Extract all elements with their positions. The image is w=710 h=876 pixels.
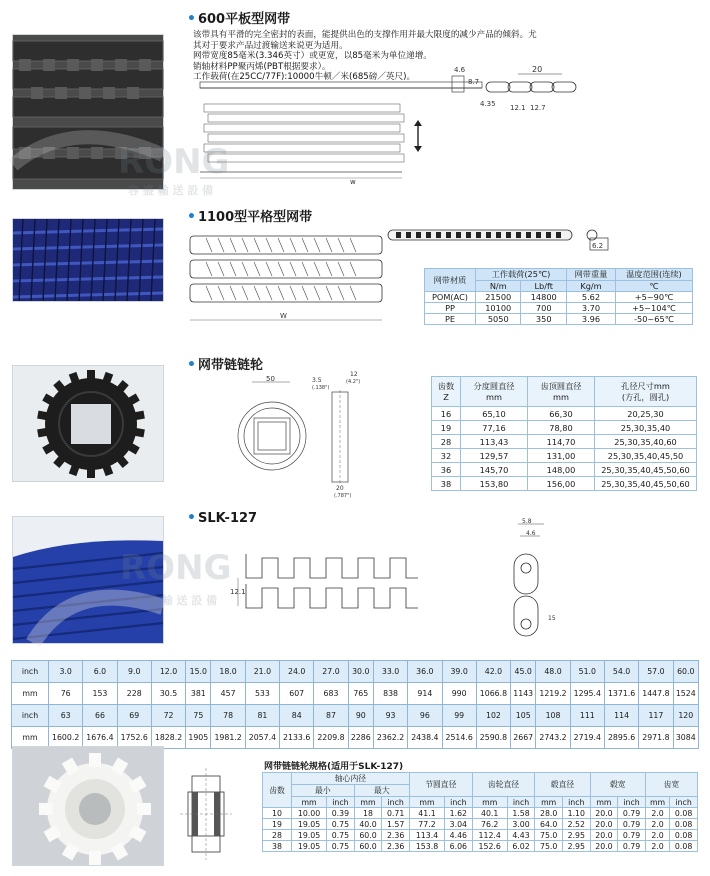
desc-line: 销轴材料PP聚丙烯(PBT根据要求）。: [193, 61, 331, 72]
table-cell: 2590.8: [476, 727, 510, 749]
sprocket-section-drawing: [178, 766, 234, 862]
table-cell: 19: [263, 819, 292, 830]
table-cell: 1066.8: [476, 683, 510, 705]
desc-line: 该带具有平滑的完全密封的表面，能提供出色的支撑作用并最大限度的减少产品的倾斜。尤: [193, 30, 537, 40]
table-cell: 0.75: [327, 830, 355, 841]
unit-cell: N/m: [476, 281, 521, 292]
table-cell: 2362.2: [373, 727, 407, 749]
table-cell: 2.36: [382, 830, 410, 841]
table-cell: 25,30,35,40,45,50: [595, 449, 697, 463]
white-sprocket-photo: [12, 746, 164, 866]
dim-label: (.787"): [334, 493, 352, 499]
table-row: [12, 705, 699, 727]
table-cell: 2.0: [645, 830, 669, 841]
table-cell: 14800: [521, 292, 567, 303]
table-cell: 3.00: [507, 819, 535, 830]
table-cell: 102: [476, 705, 510, 727]
table-cell: 75: [186, 705, 211, 727]
table-row: [425, 292, 693, 303]
unit-cell: mm: [472, 797, 507, 808]
dim-label: 12.7: [530, 104, 546, 112]
table-cell: 0.79: [618, 830, 646, 841]
table-cell: 1600.2: [49, 727, 83, 749]
table-cell: 40.1: [472, 808, 507, 819]
unit-cell: inch: [382, 797, 410, 808]
unit-cell: mm: [645, 797, 669, 808]
table-cell: 0.08: [670, 830, 698, 841]
dim-label: (.138"): [312, 385, 330, 391]
table-cell: 1905: [186, 727, 211, 749]
table-cell: 75.0: [535, 841, 563, 852]
table-cell: 152.6: [472, 841, 507, 852]
dim-label: 20: [336, 485, 344, 492]
table-cell: 457: [211, 683, 245, 705]
table-cell: 77,16: [461, 421, 528, 435]
table-cell: 683: [314, 683, 348, 705]
table-header: 分度圆直径 mm: [461, 377, 528, 407]
table-cell: 25,30,35,40: [595, 421, 697, 435]
dim-label: (4.2"): [346, 379, 361, 385]
table-row: [432, 449, 697, 463]
table-cell: 10: [263, 808, 292, 819]
table-cell: 156,00: [528, 477, 595, 491]
table-row: [425, 303, 693, 314]
section2-title-text: 1100型平格型网带: [197, 210, 313, 225]
unit-cell: ℃: [616, 281, 693, 292]
table-cell: 114,70: [528, 435, 595, 449]
table-cell: 66: [83, 705, 117, 727]
table-cell: 42.0: [476, 661, 510, 683]
watermark-cn: 容 盛 輸 送 設 備: [132, 594, 218, 607]
table-cell: 2.0: [645, 819, 669, 830]
table-cell: 2.0: [645, 841, 669, 852]
section2-title: [187, 206, 312, 225]
bullet-icon: •: [187, 209, 196, 225]
table-cell: 48.0: [536, 661, 570, 683]
table-header: 毂宽: [590, 773, 645, 797]
section1-title-text: 600平板型网带: [197, 12, 291, 27]
desc-line: 其对于要求产品过渡输送来说更为适用。: [193, 40, 348, 51]
table-cell: 21.0: [245, 661, 279, 683]
table-cell: 108: [536, 705, 570, 727]
unit-label-cell: inch: [12, 705, 49, 727]
dim-label: 4.6: [526, 530, 536, 537]
table-cell: 30.5: [151, 683, 185, 705]
bullet-icon: •: [187, 11, 196, 27]
table-cell: 0.79: [618, 841, 646, 852]
table-cell: 78,80: [528, 421, 595, 435]
table-cell: 350: [521, 314, 567, 325]
table-header: 最小: [292, 785, 355, 797]
table-cell: 1828.2: [151, 727, 185, 749]
table-cell: 5050: [476, 314, 521, 325]
table-cell: 10.00: [292, 808, 327, 819]
table-cell: 3084: [673, 727, 698, 749]
table-cell: 3.96: [567, 314, 616, 325]
table-cell: 607: [280, 683, 314, 705]
table-cell: 81: [245, 705, 279, 727]
table-header: 齿数 Z: [432, 377, 461, 407]
flush-grid-side-profile: [384, 222, 620, 256]
table-cell: 36: [432, 463, 461, 477]
watermark-brand: RONG: [120, 548, 232, 588]
table-cell: 20.0: [590, 808, 618, 819]
table-cell: 72: [151, 705, 185, 727]
table-header: 毂直径: [535, 773, 590, 797]
table-cell: 4.43: [507, 830, 535, 841]
table-cell: 76: [49, 683, 83, 705]
table-cell: 51.0: [570, 661, 604, 683]
table-cell: 1371.6: [604, 683, 638, 705]
table-header: 齿数: [263, 773, 292, 808]
table-cell: 60.0: [354, 841, 382, 852]
width-dim-label: w: [350, 178, 356, 186]
unit-cell: mm: [409, 797, 444, 808]
table-cell: 114: [604, 705, 638, 727]
table-cell: 228: [117, 683, 151, 705]
table-header: 齿宽: [645, 773, 697, 797]
table-cell: PP: [425, 303, 476, 314]
table-cell: 9.0: [117, 661, 151, 683]
table-cell: 6.0: [83, 661, 117, 683]
table-cell: 2286: [348, 727, 373, 749]
table-cell: 25,30,35,40,45,50,60: [595, 463, 697, 477]
table-cell: 87: [314, 705, 348, 727]
dim-label: 4.6: [454, 66, 466, 74]
table-cell: 2.0: [645, 808, 669, 819]
table-cell: 25,30,35,40,60: [595, 435, 697, 449]
section3-title: [187, 354, 263, 373]
section1-title: [187, 8, 290, 27]
table-cell: 12.0: [151, 661, 185, 683]
slk127-side-profile: [500, 518, 570, 642]
table-cell: 1447.8: [639, 683, 673, 705]
table-row: [432, 435, 697, 449]
table-cell: 3.0: [49, 661, 83, 683]
table-cell: 75.0: [535, 830, 563, 841]
table-row: [432, 463, 697, 477]
table-cell: 2743.2: [536, 727, 570, 749]
table-cell: 27.0: [314, 661, 348, 683]
table-cell: 2.95: [562, 830, 590, 841]
table-cell: 1.62: [445, 808, 473, 819]
table-cell: 57.0: [639, 661, 673, 683]
unit-cell: inch: [562, 797, 590, 808]
table-cell: 40.0: [354, 819, 382, 830]
table-cell: 99: [442, 705, 476, 727]
table-cell: 93: [373, 705, 407, 727]
table-cell: 0.71: [382, 808, 410, 819]
table-row: [263, 819, 698, 830]
desc-line: 网带宽度85毫米(3.346英寸）或更宽，以85毫米为单位递增。: [193, 51, 432, 62]
table-header: 齿顶圆直径 mm: [528, 377, 595, 407]
table-cell: 19: [432, 421, 461, 435]
table-cell: 63: [49, 705, 83, 727]
table-cell: 32: [432, 449, 461, 463]
section3-title-text: 网带链链轮: [197, 358, 263, 373]
table-cell: 2133.6: [280, 727, 314, 749]
table-cell: 39.0: [442, 661, 476, 683]
table-cell: 129,57: [461, 449, 528, 463]
table-row: [263, 808, 698, 819]
table-cell: 84: [280, 705, 314, 727]
table-header: 孔径尺寸mm (方孔，圆孔): [595, 377, 697, 407]
table-row: [432, 407, 697, 421]
watermark-cn: 容 盛 輸 送 設 備: [128, 184, 214, 197]
table-cell: 105: [511, 705, 536, 727]
table-cell: 148,00: [528, 463, 595, 477]
table-cell: 1295.4: [570, 683, 604, 705]
table-cell: 19.05: [292, 841, 327, 852]
table-cell: 90: [348, 705, 373, 727]
table-cell: 10100: [476, 303, 521, 314]
table-cell: 765: [348, 683, 373, 705]
unit-cell: inch: [618, 797, 646, 808]
table-cell: 1.58: [507, 808, 535, 819]
table-row: [432, 421, 697, 435]
table-cell: 0.75: [327, 841, 355, 852]
table-cell: 19.05: [292, 830, 327, 841]
table-row: [263, 841, 698, 852]
table-cell: -50~65℃: [616, 314, 693, 325]
table-cell: 1981.2: [211, 727, 245, 749]
flush-grid-belt-drawing: [186, 226, 386, 324]
table-cell: 990: [442, 683, 476, 705]
table-cell: 1143: [511, 683, 536, 705]
unit-label-cell: inch: [12, 661, 49, 683]
unit-cell: mm: [535, 797, 563, 808]
table-cell: 38: [263, 841, 292, 852]
dim-label: 50: [266, 375, 275, 383]
table-cell: 15.0: [186, 661, 211, 683]
table-cell: 153: [83, 683, 117, 705]
table-cell: 0.08: [670, 841, 698, 852]
watermark-brand: RONG: [118, 142, 230, 182]
table-cell: 6.06: [445, 841, 473, 852]
table-cell: PE: [425, 314, 476, 325]
table-cell: 20,25,30: [595, 407, 697, 421]
table-cell: 381: [186, 683, 211, 705]
table-cell: 3.70: [567, 303, 616, 314]
dim-label: 12: [350, 371, 358, 378]
table-cell: 131,00: [528, 449, 595, 463]
table-header: 网带重量: [567, 269, 616, 281]
table-cell: 120: [673, 705, 698, 727]
table-cell: 16: [432, 407, 461, 421]
flat-top-belt-drawing: [190, 66, 520, 188]
table-cell: 838: [373, 683, 407, 705]
table-cell: 111: [570, 705, 604, 727]
table-cell: 77.2: [409, 819, 444, 830]
table-cell: 2514.6: [442, 727, 476, 749]
table-header: 齿轮直径: [472, 773, 535, 797]
unit-cell: Kg/m: [567, 281, 616, 292]
section4-title-text: SLK-127: [197, 511, 258, 526]
table-cell: 2719.4: [570, 727, 604, 749]
table-cell: 78: [211, 705, 245, 727]
unit-label-cell: mm: [12, 727, 49, 749]
table-cell: 28: [432, 435, 461, 449]
table-cell: 69: [117, 705, 151, 727]
width-conversion-table: [11, 660, 699, 749]
table-cell: 0.39: [327, 808, 355, 819]
dim-label: 15: [548, 615, 556, 622]
table-cell: 1524: [673, 683, 698, 705]
table-cell: 3.04: [445, 819, 473, 830]
table-cell: 20.0: [590, 819, 618, 830]
table-header: 轴心内径: [292, 773, 410, 785]
table-cell: 28: [263, 830, 292, 841]
section4-title: [187, 510, 257, 526]
table-header: 温度范围(连续): [616, 269, 693, 281]
table-cell: 1.57: [382, 819, 410, 830]
table-row: [432, 477, 697, 491]
table-cell: 0.08: [670, 808, 698, 819]
table-cell: 113.4: [409, 830, 444, 841]
table-cell: +5~104℃: [616, 303, 693, 314]
table-cell: 24.0: [280, 661, 314, 683]
section5-title: 网带链链轮规格(适用于SLK-127): [264, 762, 404, 772]
table-cell: 2.36: [382, 841, 410, 852]
table-cell: 21500: [476, 292, 521, 303]
table-cell: 64.0: [535, 819, 563, 830]
table-cell: 18.0: [211, 661, 245, 683]
table-cell: 1219.2: [536, 683, 570, 705]
table-cell: 96: [408, 705, 442, 727]
table-cell: 45.0: [511, 661, 536, 683]
dim-label: 12.1: [510, 104, 526, 112]
table-cell: 20.0: [590, 830, 618, 841]
slk127-drawing: [232, 548, 432, 620]
bullet-icon: •: [187, 357, 196, 373]
table-cell: 20.0: [590, 841, 618, 852]
table-cell: 112.4: [472, 830, 507, 841]
table-cell: 1752.6: [117, 727, 151, 749]
table-cell: 65,10: [461, 407, 528, 421]
table-cell: 28.0: [535, 808, 563, 819]
unit-cell: inch: [327, 797, 355, 808]
table-cell: 25,30,35,40,45,50,60: [595, 477, 697, 491]
dim-label: 8.7: [468, 78, 480, 86]
table-cell: 30.0: [348, 661, 373, 683]
unit-cell: mm: [292, 797, 327, 808]
table-row: [12, 683, 699, 705]
flat-top-side-profile: [478, 66, 588, 120]
table-cell: 60.0: [354, 830, 382, 841]
desc-line: 工作载荷(在25CC/77F):10000牛顿／米(685磅／英尺)。: [193, 72, 416, 83]
table-cell: 914: [408, 683, 442, 705]
table-cell: POM(AC): [425, 292, 476, 303]
table-cell: 2209.8: [314, 727, 348, 749]
table-cell: 2667: [511, 727, 536, 749]
flush-grid-belt-photo: [12, 218, 164, 302]
table-header: 网带材质: [425, 269, 476, 292]
table-cell: 1.10: [562, 808, 590, 819]
sprocket-table: [431, 376, 697, 491]
table-cell: 700: [521, 303, 567, 314]
table-cell: 76.2: [472, 819, 507, 830]
table-cell: 19.05: [292, 819, 327, 830]
table-cell: 60.0: [673, 661, 698, 683]
table-cell: 113,43: [461, 435, 528, 449]
table-cell: 153.8: [409, 841, 444, 852]
belt-material-table: [424, 268, 693, 325]
table-cell: 66,30: [528, 407, 595, 421]
table-row: [263, 830, 698, 841]
table-cell: +5~90℃: [616, 292, 693, 303]
table-header: 工作载荷(25℃): [476, 269, 567, 281]
pitch-dim-label: 20: [532, 65, 543, 74]
dim-label: 3.5: [312, 377, 322, 384]
width-dim-label: W: [280, 312, 287, 320]
dim-label: 5.8: [522, 518, 532, 525]
table-cell: 38: [432, 477, 461, 491]
unit-cell: mm: [354, 797, 382, 808]
bullet-icon: •: [187, 510, 196, 526]
dim-label: 4.35: [480, 100, 496, 108]
unit-cell: inch: [507, 797, 535, 808]
table-cell: 153,80: [461, 477, 528, 491]
table-cell: 41.1: [409, 808, 444, 819]
table-row: [12, 661, 699, 683]
table-cell: 2895.6: [604, 727, 638, 749]
table-cell: 0.08: [670, 819, 698, 830]
table-header: 节圆直径: [409, 773, 472, 797]
table-cell: 2438.4: [408, 727, 442, 749]
dim-label: 6.2: [592, 242, 604, 250]
table-cell: 2.52: [562, 819, 590, 830]
table-cell: 54.0: [604, 661, 638, 683]
table-header: 最大: [354, 785, 409, 797]
table-cell: 4.46: [445, 830, 473, 841]
table-cell: 5.62: [567, 292, 616, 303]
unit-label-cell: mm: [12, 683, 49, 705]
table-cell: 0.79: [618, 819, 646, 830]
unit-cell: inch: [445, 797, 473, 808]
unit-cell: mm: [590, 797, 618, 808]
table-cell: 2.95: [562, 841, 590, 852]
sprocket-drawing: [232, 372, 382, 498]
table-cell: 0.79: [618, 808, 646, 819]
table-cell: 2971.8: [639, 727, 673, 749]
sprocket-photo: [12, 365, 164, 482]
table-cell: 117: [639, 705, 673, 727]
unit-cell: inch: [670, 797, 698, 808]
table-cell: 145,70: [461, 463, 528, 477]
table-row: [425, 314, 693, 325]
table-cell: 0.75: [327, 819, 355, 830]
table-cell: 2057.4: [245, 727, 279, 749]
table-cell: 533: [245, 683, 279, 705]
table-cell: 6.02: [507, 841, 535, 852]
table-cell: 36.0: [408, 661, 442, 683]
dim-label: 12.1: [230, 588, 246, 596]
table-cell: 18: [354, 808, 382, 819]
unit-cell: Lb/ft: [521, 281, 567, 292]
slk127-sprocket-table: [262, 772, 698, 852]
table-cell: 33.0: [373, 661, 407, 683]
table-cell: 1676.4: [83, 727, 117, 749]
